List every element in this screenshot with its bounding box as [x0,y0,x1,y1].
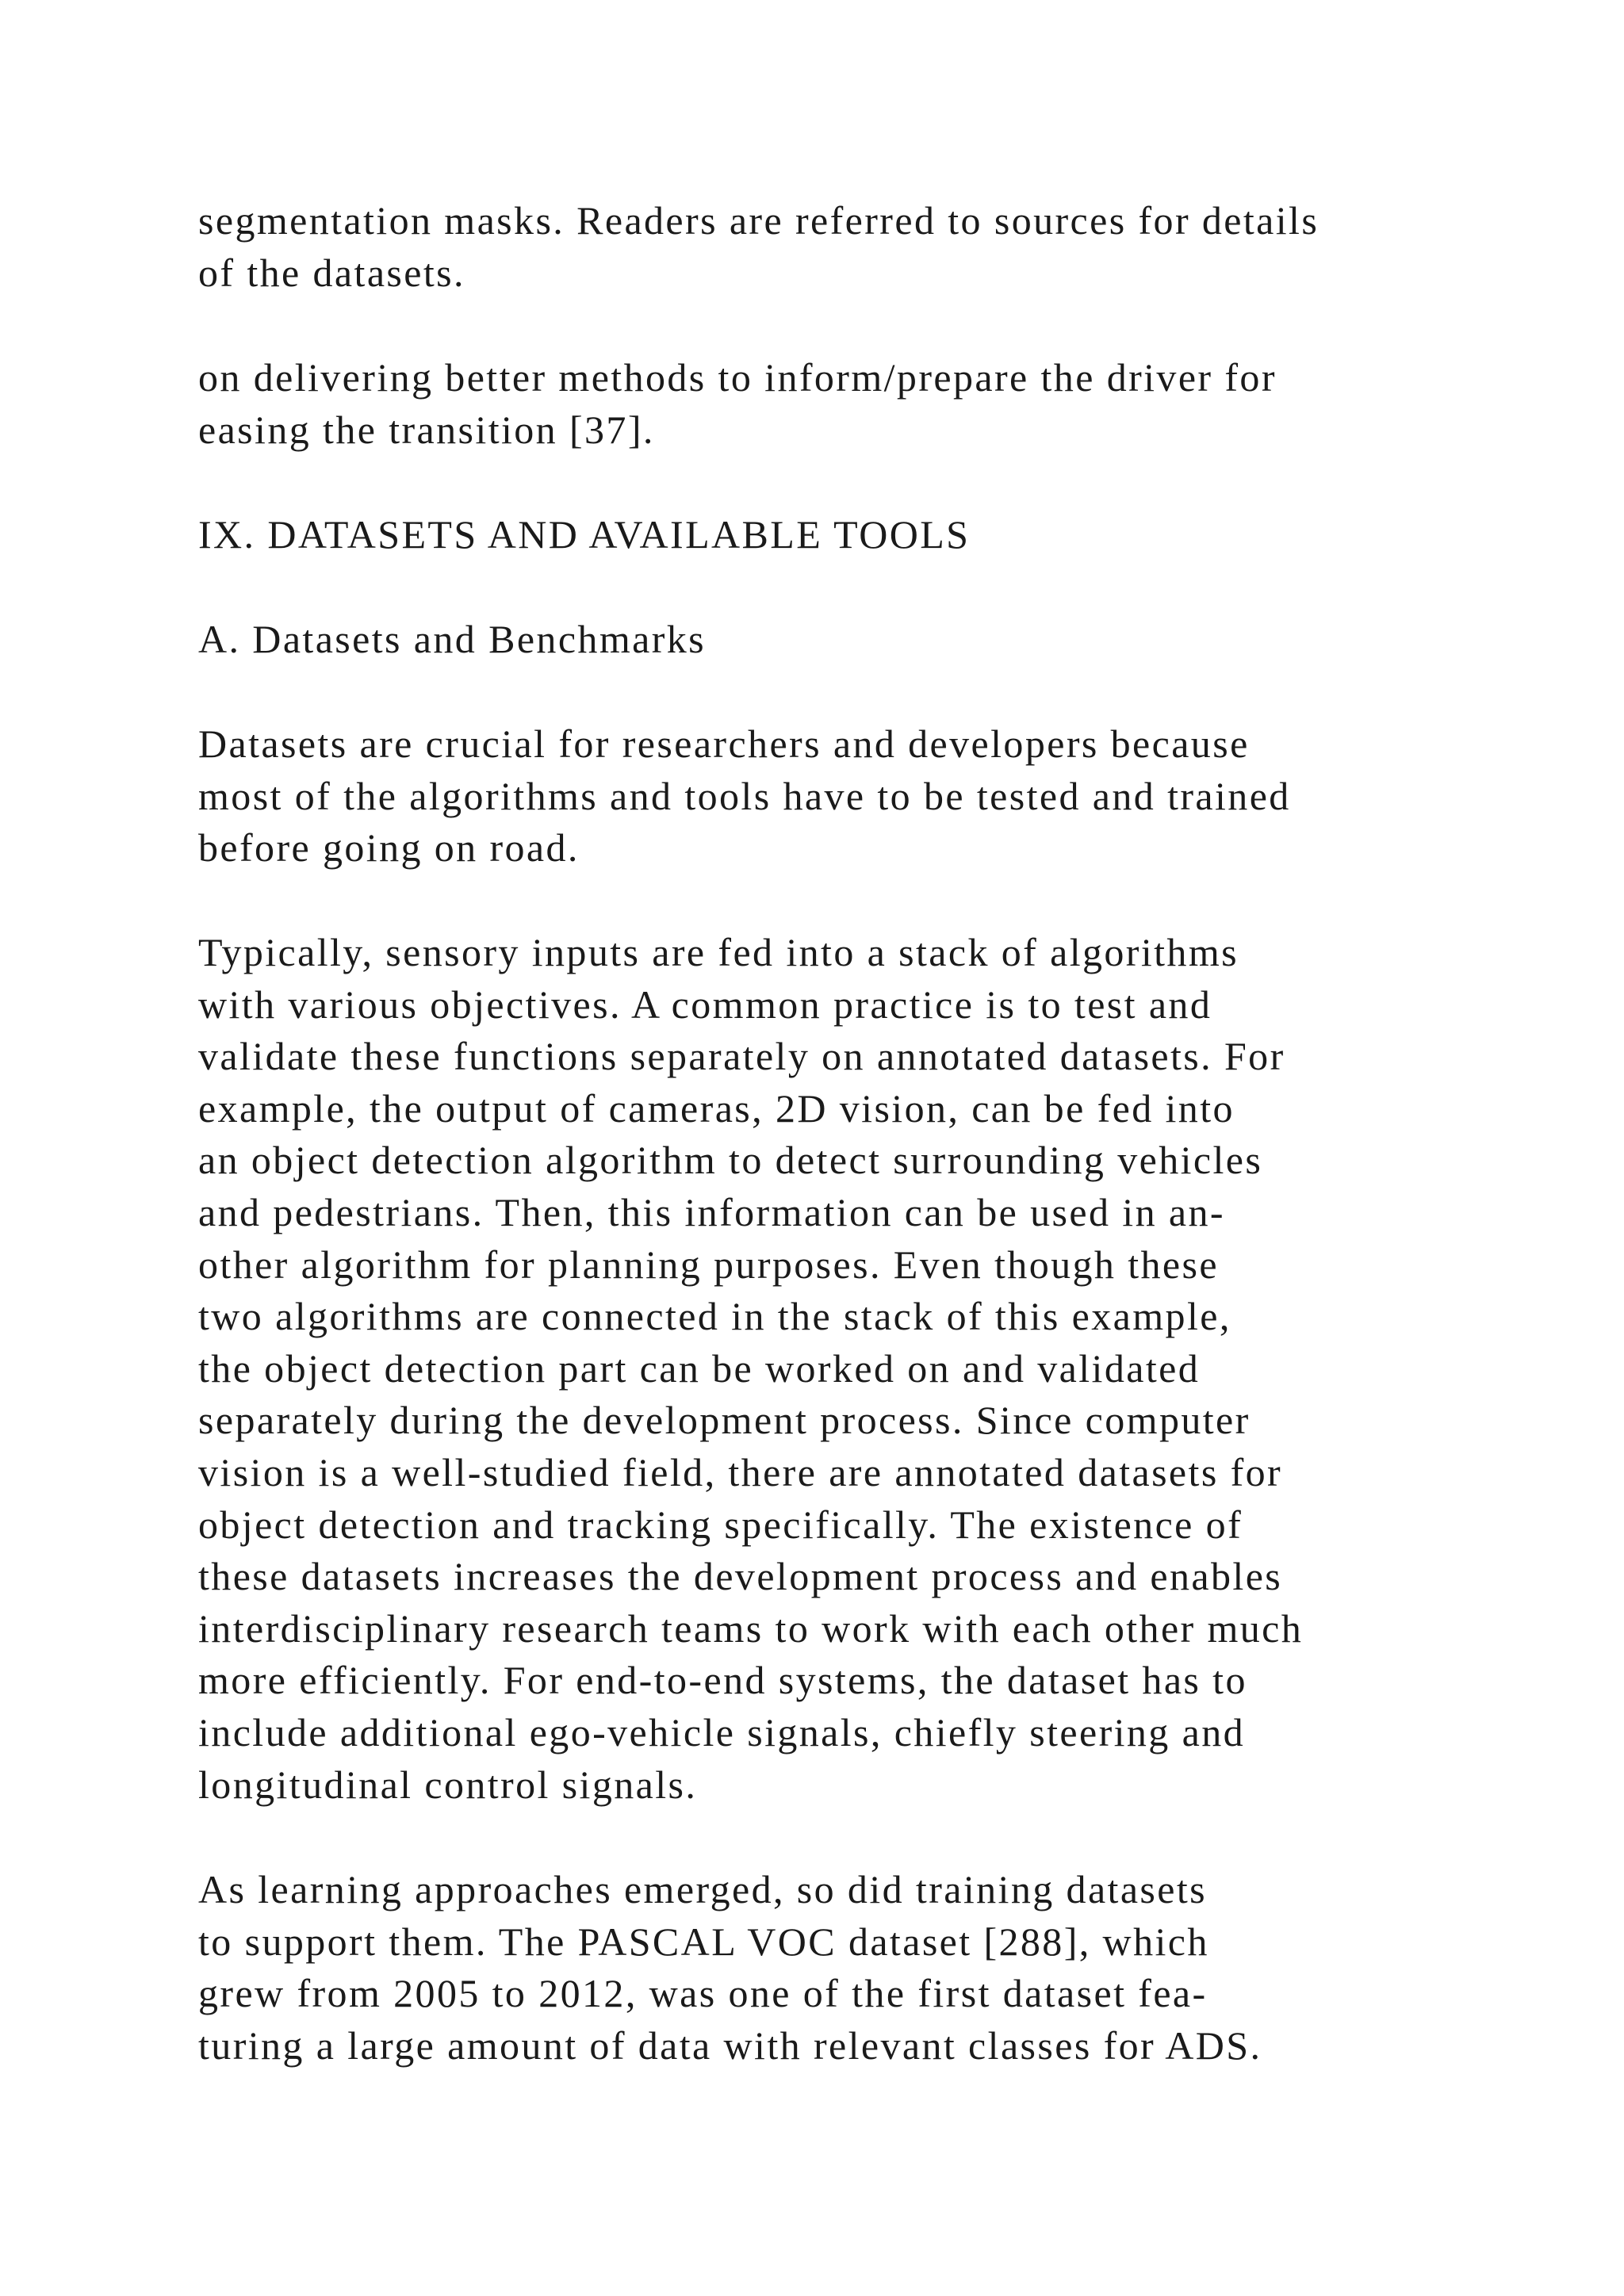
text-line: to support them. The PASCAL VOC dataset [288], which [198,1919,1209,1964]
text-line: two algorithms are connected in the stack of this example, [198,1294,1231,1339]
text-line: example, the output of cameras, 2D vision, can be fed into [198,1085,1235,1131]
section-heading [198,509,1483,561]
text-line: separately during the development process. Since computer [198,1398,1251,1443]
section-heading-text: IX. DATASETS AND AVAILABLE TOOLS [198,512,971,557]
text-line: interdisciplinary research teams to work with each other much [198,1605,1304,1651]
text-line: an object detection algorithm to detect surrounding vehicles [198,1138,1263,1183]
text-line: turing a large amount of data with relevant classes for ADS. [198,2022,1262,2068]
text-line: and pedestrians. Then, this information can be used in an- [198,1189,1225,1234]
text-line: easing the transition [37]. [198,407,655,452]
subsection-heading-text: A. Datasets and Benchmarks [198,617,707,661]
text-line: on delivering better methods to inform/prepare the driver for [198,355,1277,400]
text-line: most of the algorithms and tools have to be tested and trained [198,773,1291,818]
text-line: the object detection part can be worked on and validated [198,1345,1201,1391]
text-line: other algorithm for planning purposes. Even though these [198,1242,1219,1287]
text-line: with various objectives. A common practice is to test and [198,982,1212,1027]
text-line: validate these functions separately on annotated datasets. For [198,1034,1285,1079]
text-line: Datasets are crucial for researchers and developers because [198,721,1250,766]
text-line: segmentation masks. Readers are referred to sources for details [198,198,1320,243]
text-line: before going on road. [198,825,580,871]
text-line: these datasets increases the development process and enables [198,1554,1283,1599]
text-line: of the datasets. [198,250,465,295]
text-line: include additional ego-vehicle signals, chiefly steering and [198,1709,1246,1755]
text-line: more efficiently. For end-to-end systems, the dataset has to [198,1658,1247,1703]
paragraph-datasets-note [198,195,1483,299]
text-line: object detection and tracking specifically. The existence of [198,1502,1243,1547]
paragraph-sensory-inputs [198,927,1483,1811]
text-line: Typically, sensory inputs are fed into a stack of algorithms [198,930,1239,974]
text-line: vision is a well-studied field, there are annotated datasets for [198,1449,1283,1494]
text-line: grew from 2005 to 2012, was one of the first dataset fea- [198,1971,1208,2016]
paragraph-datasets-importance [198,718,1483,874]
subsection-heading [198,614,1483,666]
text-line: longitudinal control signals. [198,1762,698,1807]
text-line: As learning approaches emerged, so did training datasets [198,1867,1208,1911]
paragraph-driver-transition [198,352,1483,456]
paragraph-learning-approaches [198,1864,1483,2072]
